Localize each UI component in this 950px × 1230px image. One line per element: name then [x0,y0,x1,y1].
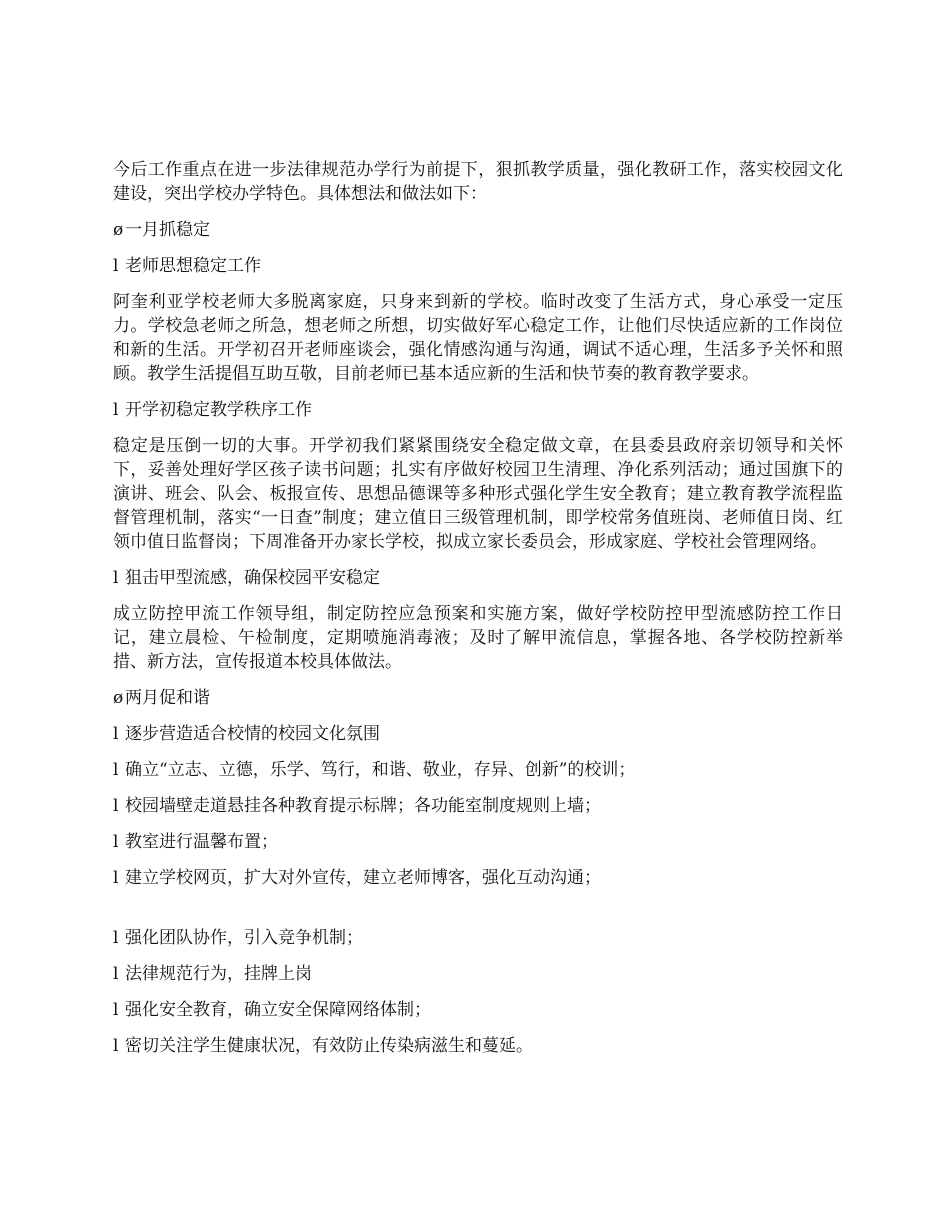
section-heading [113,218,843,242]
item-bullet-icon: l [113,568,119,588]
item-bullet-icon: l [113,760,119,780]
list-item-text: 密切关注学生健康状况，有效防止传染病滋生和蔓延。 [125,1036,533,1056]
item-bullet-icon: l [113,868,119,888]
item-heading [113,254,843,278]
list-item-text: 确立“立志、立德，乐学、笃行，和谐、敬业，存异、创新”的校训； [125,760,636,780]
item-bullet-icon: l [113,928,119,948]
list-item [113,926,843,950]
bullet-list [113,722,843,890]
list-item [113,830,843,854]
list-item-text: 强化安全教育，确立安全保障网络体制； [125,1000,431,1020]
item-bullet-icon: l [113,724,119,744]
bullet-list [113,926,843,1058]
list-item-text: 校园墙壁走道悬挂各种教育提示标牌；各功能室制度规则上墙； [125,796,601,816]
item-bullet-icon: l [113,1000,119,1020]
section-heading [113,686,843,710]
item-title: 开学初稳定教学秩序工作 [125,400,312,420]
list-item [113,1034,843,1058]
list-item [113,722,843,746]
item-bullet-icon: l [113,1036,119,1056]
item-bullet-icon: l [113,400,119,420]
item-bullet-icon: l [113,832,119,852]
item-bullet-icon: l [113,964,119,984]
item-bullet-icon: l [113,796,119,816]
section-bullet-icon: ø [113,220,124,240]
document-body [113,158,843,1058]
list-item [113,866,843,890]
list-item-text: 法律规范行为，挂牌上岗 [125,964,312,984]
list-item-text: 逐步营造适合校情的校园文化氛围 [125,724,380,744]
list-item [113,794,843,818]
body-paragraph: 成立防控甲流工作领导组，制定防控应急预案和实施方案，做好学校防控甲型流感防控工作日记，建立晨检、午检制度，定期喷施消毒液；及时了解甲流信息，掌握各地、各学校防控新举措、新方法，宣传报道本校具体做法。 [113,604,843,672]
section-title: 两月促和谐 [125,688,210,708]
intro-paragraph: 今后工作重点在进一步法律规范办学行为前提下，狠抓教学质量，强化教研工作，落实校园文化建设，突出学校办学特色。具体想法和做法如下： [113,160,843,204]
item-title: 老师思想稳定工作 [125,256,261,276]
list-item [113,962,843,986]
item-title: 狙击甲型流感，确保校园平安稳定 [125,568,380,588]
item-bullet-icon: l [113,256,119,276]
item-heading [113,398,843,422]
list-item-text: 建立学校网页，扩大对外宣传，建立老师博客，强化互动沟通； [125,868,601,888]
item-heading [113,566,843,590]
body-paragraph: 稳定是压倒一切的大事。开学初我们紧紧围绕安全稳定做文章，在县委县政府亲切领导和关怀下，妥善处理好学区孩子读书问题；扎实有序做好校园卫生清理、净化系列活动；通过国旗下的演讲、班会、队会、板报宣传、思想品德课等多种形式强化学生安全教育；建立教育教学流程监督管理机制，落实“一日查”制度；建立值日三级管理机制，即学校常务值班岗、老师值日岗、红领巾值日监督岗；下周准备开办家长学校，拟成立家长委员会，形成家庭、学校社会管理网络。 [113,436,843,552]
body-paragraph: 阿奎利亚学校老师大多脱离家庭，只身来到新的学校。临时改变了生活方式，身心承受一定压力。学校急老师之所急，想老师之所想，切实做好军心稳定工作，让他们尽快适应新的工作岗位和新的生活。开学初召开老师座谈会，强化情感沟通与沟通，调试不适心理，生活多予关怀和照顾。教学生活提倡互助互敬，目前老师已基本适应新的生活和快节奏的教育教学要求。 [113,292,843,384]
list-item [113,998,843,1022]
section-bullet-icon: ø [113,688,124,708]
list-item [113,758,843,782]
list-item-text: 强化团队协作，引入竞争机制； [125,928,363,948]
section-title: 一月抓稳定 [125,220,210,240]
list-item-text: 教室进行温馨布置； [125,832,278,852]
